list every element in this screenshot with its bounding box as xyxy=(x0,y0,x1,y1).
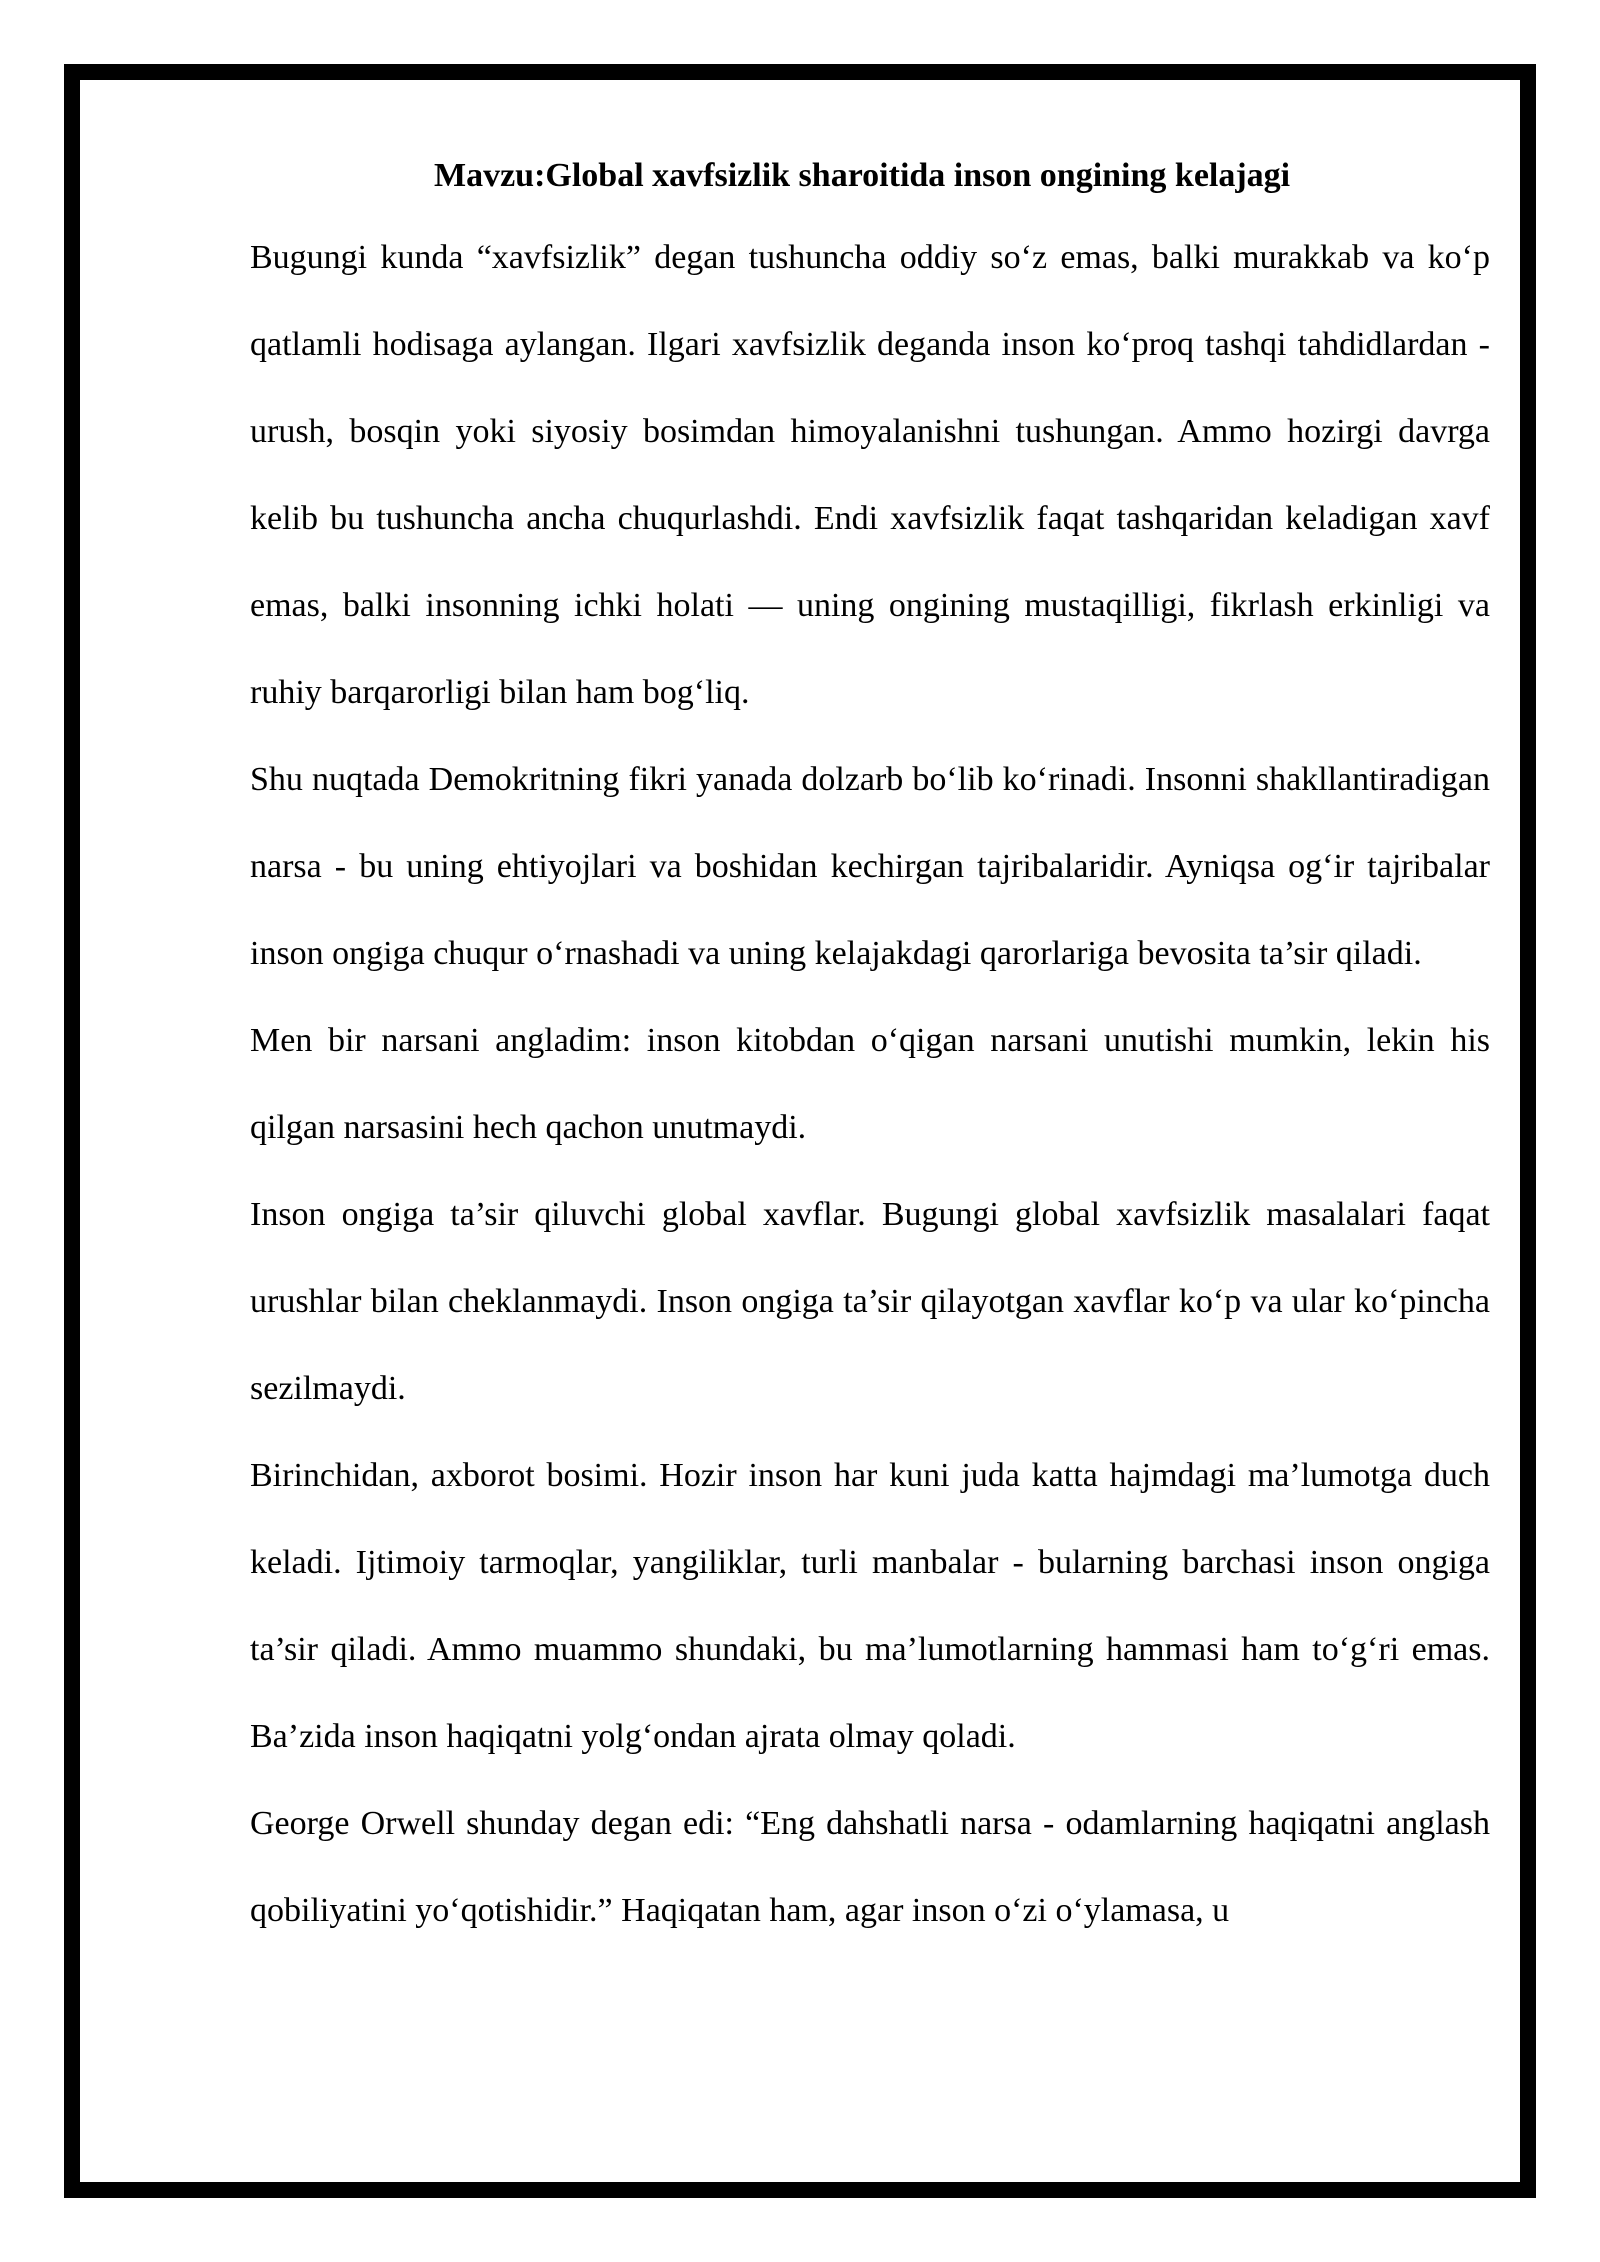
paragraph-3: Men bir narsani angladim: inson kitobdan o‘qigan narsani unutishi mumkin, lekin his qilgan narsasini hech qachon unutmaydi. xyxy=(250,1022,1490,1146)
paragraph-6: George Orwell shunday degan edi: “Eng dahshatli narsa - odamlarning haqiqatni anglash qobiliyatini yo‘qotishidir.” Haqiqatan ham, agar inson o‘zi o‘ylamasa, u xyxy=(250,1805,1490,1929)
document-body xyxy=(250,138,1490,1954)
document-title: Mavzu:Global xavfsizlik sharoitida inson ongining kelajagi xyxy=(434,157,1291,194)
paragraph-5: Birinchidan, axborot bosimi. Hozir inson har kuni juda katta hajmdagi ma’lumotga duch keladi. Ijtimoiy tarmoqlar, yangiliklar, turli manbalar - bularning barchasi inson ongiga ta’sir qiladi. Ammo muammo shundaki, bu ma’lumotlarning hammasi ham to‘g‘ri emas. Ba’zida inson haqiqatni yolg‘ondan ajrata olmay qoladi. xyxy=(250,1457,1490,1755)
paragraph-1: Bugungi kunda “xavfsizlik” degan tushuncha oddiy so‘z emas, balki murakkab va ko‘p qatlamli hodisaga aylangan. Ilgari xavfsizlik deganda inson ko‘proq tashqi tahdidlardan - urush, bosqin yoki siyosiy bosimdan himoyalanishni tushungan. Ammo hozirgi davrga kelib bu tushuncha ancha chuqurlashdi. Endi xavfsizlik faqat tashqaridan keladigan xavf emas, balki insonning ichki holati — uning ongining mustaqilligi, fikrlash erkinligi va ruhiy barqarorligi bilan ham bog‘liq. xyxy=(250,239,1490,711)
paragraph-4: Inson ongiga ta’sir qiluvchi global xavflar. Bugungi global xavfsizlik masalalari faqat urushlar bilan cheklanmaydi. Inson ongiga ta’sir qilayotgan xavflar ko‘p va ular ko‘pincha sezilmaydi. xyxy=(250,1196,1490,1407)
paragraph-2: Shu nuqtada Demokritning fikri yanada dolzarb bo‘lib ko‘rinadi. Insonni shakllantiradigan narsa - bu uning ehtiyojlari va boshidan kechirgan tajribalaridir. Ayniqsa og‘ir tajribalar inson ongiga chuqur o‘rnashadi va uning kelajakdagi qarorlariga bevosita ta’sir qiladi. xyxy=(250,761,1490,972)
